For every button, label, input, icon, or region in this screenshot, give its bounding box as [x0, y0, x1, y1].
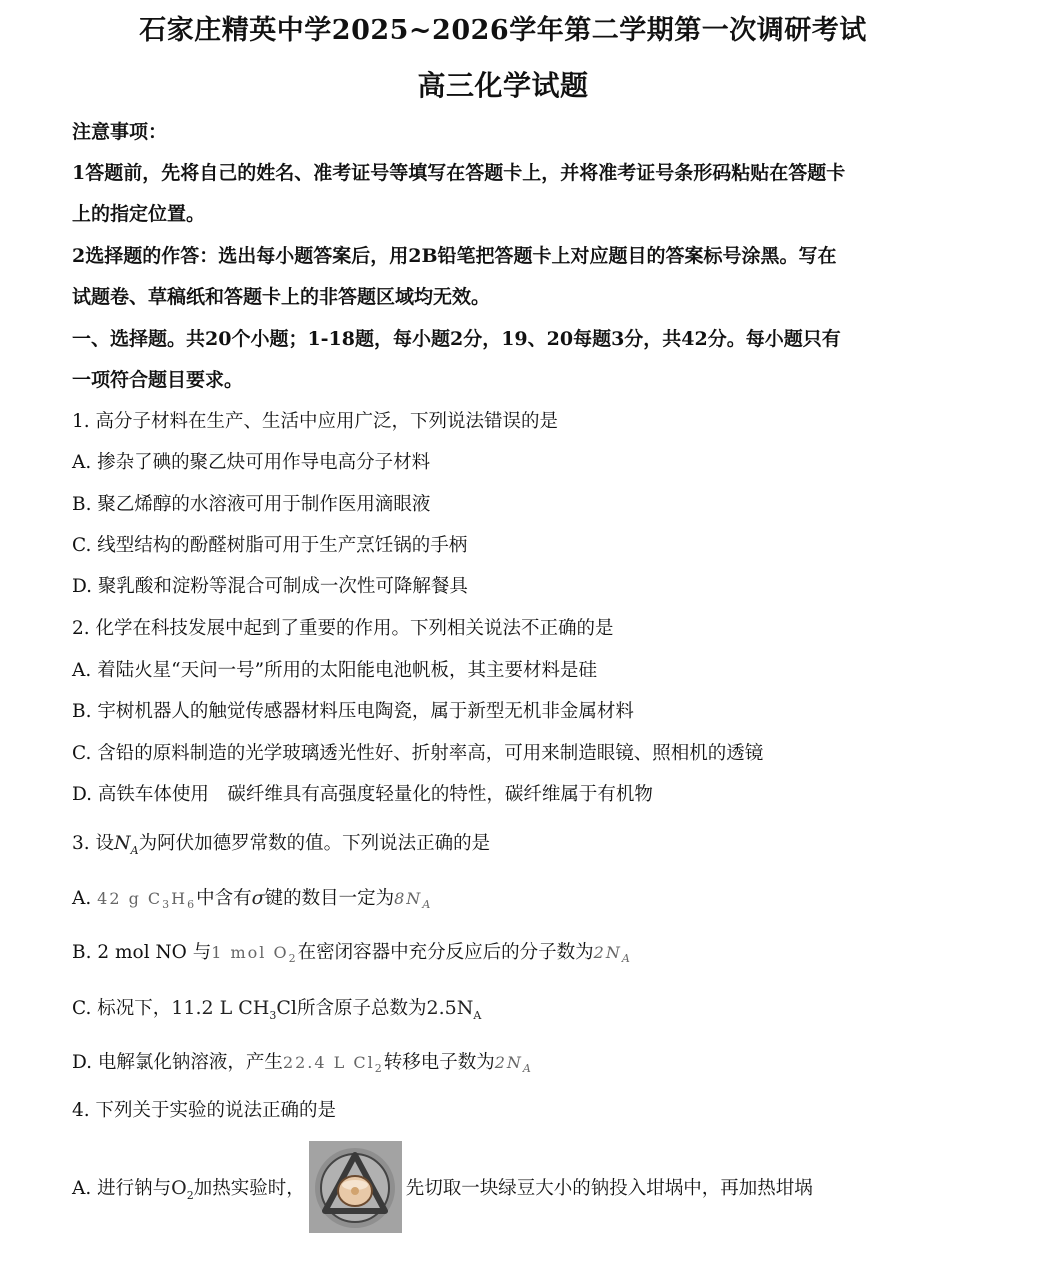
- question-4-stem: 4. 下列关于实验的说法正确的是: [72, 1100, 337, 1121]
- notes-heading: 注意事项：: [72, 121, 168, 143]
- formula-2-5na: $2.5N_A$: [426, 997, 482, 1022]
- question-2-stem: 2. 化学在科技发展中起到了重要的作用。下列相关说法不正确的是: [72, 618, 614, 639]
- question-1-option-b: B. 聚乙烯醇的水溶液可用于制作医用滴眼液: [72, 494, 431, 515]
- exam-title: 石家庄精英中学2025~2026学年第二学期第一次调研考试: [139, 15, 867, 46]
- note-2-line-1: 2选择题的作答：选出每小题答案后，用2B铅笔把答题卡上对应题目的答案标号涂黑。写在: [72, 245, 837, 267]
- question-1-option-d: D. 聚乳酸和淀粉等混合可制成一次性可降解餐具: [72, 576, 468, 597]
- question-4-option-a: A. 进行钠与$O_2$加热实验时， 先切取一块绿豆大小的钠投入坩埚中，再加热坩埚: [72, 1140, 813, 1244]
- question-2-option-d: D. 高铁车体使用 碳纤维具有高强度轻量化的特性，碳纤维属于有机物: [72, 784, 653, 805]
- section-heading-line-2: 一项符合题目要求。: [72, 369, 244, 391]
- exam-subtitle: 高三化学试题: [417, 69, 589, 102]
- question-2-option-c: C. 含铅的原料制造的光学玻璃透光性好、折射率高，可用来制造眼镜、照相机的透镜: [72, 743, 764, 764]
- formula-8na: $8N_A$: [394, 889, 433, 912]
- question-2-option-a: A. 着陆火星“天问一号”所用的太阳能电池帆板，其主要材料是硅: [72, 660, 598, 681]
- avogadro-symbol: $N_A$: [114, 832, 139, 857]
- note-1-line-1: 1答题前，先将自己的姓名、准考证号等填写在答题卡上，并将准考证号条形码粘贴在答题卡: [72, 162, 846, 184]
- formula-ch3cl: 11.2 L $CH_3Cl$: [171, 997, 297, 1022]
- sigma-symbol: σ: [251, 887, 265, 909]
- question-3-option-a: A. 42 g $C_3H_6$中含有σ键的数目一定为$8N_A$: [72, 887, 433, 912]
- formula-o2: $O_2$: [171, 1177, 194, 1202]
- formula-c3h6-mass: 42 g $C_3H_6$: [97, 889, 197, 912]
- question-3-option-d: D. 电解氯化钠溶液，产生22.4 L $Cl_2$转移电子数为$2N_A$: [72, 1052, 533, 1076]
- section-heading-line-1: 一、选择题。共20个小题；1-18题，每小题2分，19、20每题3分，共42分。每小题只有: [72, 328, 841, 350]
- question-2-option-b: B. 宇树机器人的触觉传感器材料压电陶瓷，属于新型无机非金属材料: [72, 701, 634, 722]
- crucible-photo: [309, 1141, 402, 1233]
- formula-cl2-volume: 22.4 L $Cl_2$: [282, 1053, 384, 1076]
- formula-o2-mol: 1 mol $O_2$: [211, 943, 298, 966]
- note-2-line-2: 试题卷、草稿纸和答题卡上的非答题区域均无效。: [72, 286, 491, 308]
- question-3-option-b: B. 2 mol NO 与1 mol $O_2$在密闭容器中充分反应后的分子数为$2N_A$: [72, 942, 632, 966]
- formula-2na: $2N_A$: [494, 1053, 533, 1076]
- note-1-line-2: 上的指定位置。: [72, 203, 206, 225]
- question-3-option-c: C. 标况下，11.2 L $CH_3Cl$所含原子总数为$2.5N_A$: [72, 997, 482, 1022]
- formula-2na: $2N_A$: [593, 943, 632, 966]
- question-1-option-c: C. 线型结构的酚醛树脂可用于生产烹饪锅的手柄: [72, 535, 468, 556]
- question-3-stem: 3. 设$N_A$为阿伏加德罗常数的值。下列说法正确的是: [72, 832, 491, 857]
- question-1-option-a: A. 掺杂了碘的聚乙炔可用作导电高分子材料: [72, 452, 431, 473]
- question-1-stem: 1. 高分子材料在生产、生活中应用广泛，下列说法错误的是: [72, 411, 559, 432]
